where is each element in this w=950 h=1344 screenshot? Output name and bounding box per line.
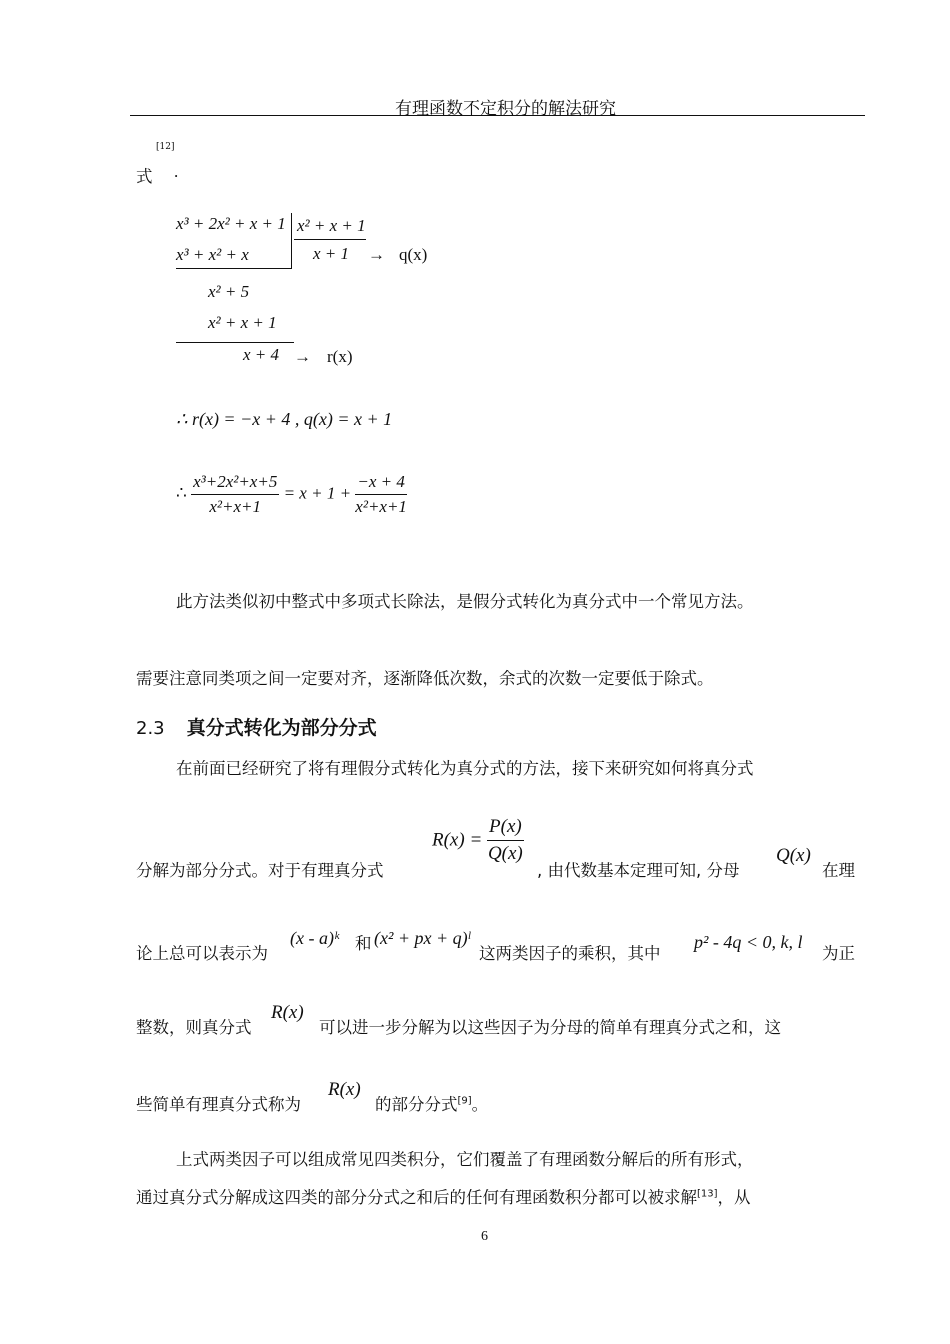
paragraph-2-line-5a: 些简单有理真分式称为 — [136, 1095, 301, 1114]
paragraph-1-line-2: 需要注意同类项之间一定要对齐，逐渐降低次数，余式的次数一定要低于除式。 — [136, 669, 714, 688]
paragraph-3-line-2 — [136, 1184, 751, 1208]
subtrahend-1: x³ + x² + x — [176, 245, 249, 264]
therefore-symbol: ∴ — [176, 483, 187, 503]
intro-word: 式 — [136, 167, 153, 186]
citation-13: [13] — [697, 1188, 718, 1200]
factor-quadratic: (x² + px + q)ˡ — [374, 928, 471, 948]
subtraction-rule-2 — [176, 342, 294, 343]
section-title: 真分式转化为部分分式 — [186, 717, 377, 739]
intro-period: . — [174, 162, 179, 181]
paragraph-2-line-3a: 论上总可以表示为 — [136, 944, 268, 963]
paragraph-1-line-1: 此方法类似初中整式中多项式长除法，是假分式转化为真分式中一个常见方法。 — [176, 592, 754, 611]
divisor-rule — [294, 239, 366, 240]
paragraph-2-line-2c: 在理 — [822, 861, 855, 880]
R-lhs: R(x) = — [432, 829, 483, 851]
R-of-x-inline-2: R(x) — [328, 1079, 361, 1100]
dividend: x³ + 2x² + x + 1 — [176, 214, 286, 233]
section-number: 2.3 — [136, 718, 165, 739]
section-heading — [136, 713, 377, 740]
divisor: x² + x + 1 — [297, 216, 366, 235]
R-fraction — [487, 816, 524, 865]
conjunction-and: 和 — [355, 934, 372, 953]
paragraph-3-line-2a: 通过真分式分解成这四类的部分分式之和后的任何有理函数积分都可以被求解 — [136, 1188, 697, 1207]
paragraph-2-line-3c: 为正 — [822, 944, 855, 963]
paragraph-2-line-2b: , 由代数基本定理可知, 分母 — [537, 861, 740, 880]
rhs-fraction — [355, 472, 407, 517]
condition: p² - 4q < 0, k, l — [694, 932, 803, 952]
paragraph-2-line-4b: 可以进一步分解为以这些因子为分母的简单有理真分式之和，这 — [319, 1018, 781, 1037]
equation-R-of-x — [432, 816, 524, 865]
quotient-label: q(x) — [399, 245, 428, 264]
paragraph-2-line-4a: 整数，则真分式 — [136, 1018, 252, 1037]
equation-middle: = x + 1 + — [283, 483, 352, 503]
subtraction-rule-1 — [176, 268, 291, 269]
partial-remainder: x² + 5 — [208, 282, 250, 301]
paragraph-2-line-1: 在前面已经研究了将有理假分式转化为真分式的方法，接下来研究如何将真分式 — [176, 759, 754, 778]
subtrahend-2: x² + x + 1 — [208, 313, 277, 332]
paragraph-3-line-1: 上式两类因子可以组成常见四类积分，它们覆盖了有理函数分解后的所有形式， — [176, 1150, 754, 1169]
header-rule — [130, 115, 865, 116]
quotient-arrow: → — [368, 245, 385, 264]
citation-9: [9] — [457, 1095, 472, 1107]
division-bar-vertical — [291, 213, 292, 269]
running-header: 有理函数不定积分的解法研究 — [395, 99, 616, 119]
citation-12: [12] — [156, 142, 175, 152]
lhs-numerator: x³+2x²+x+5 — [191, 472, 279, 495]
R-of-x-inline: R(x) — [271, 1002, 304, 1023]
lhs-denominator: x²+x+1 — [209, 497, 262, 516]
result-equation-1: ∴ r(x) = −x + 4 , q(x) = x + 1 — [176, 409, 393, 429]
factor-linear: (x - a)ᵏ — [290, 928, 340, 948]
R-numerator: P(x) — [487, 816, 524, 841]
remainder-label: r(x) — [327, 347, 353, 366]
paragraph-2-line-5b — [375, 1091, 488, 1115]
paragraph-3-line-2b: ，从 — [717, 1188, 751, 1207]
lhs-fraction — [191, 472, 279, 517]
rhs-numerator: −x + 4 — [355, 472, 407, 495]
page-number: 6 — [481, 1229, 488, 1244]
remainder: x + 4 — [243, 345, 280, 364]
Q-of-x: Q(x) — [776, 845, 811, 866]
R-denominator: Q(x) — [487, 843, 523, 864]
quotient: x + 1 — [313, 244, 350, 263]
remainder-arrow: → — [294, 347, 311, 366]
paragraph-2-line-3b: 这两类因子的乘积，其中 — [479, 944, 661, 963]
rhs-denominator: x²+x+1 — [355, 497, 407, 516]
result-equation-2 — [176, 472, 407, 517]
paragraph-2-line-5b-text: 的部分分式 — [375, 1095, 458, 1114]
paragraph-2-line-5c: 。 — [471, 1095, 489, 1114]
paragraph-2-line-2a: 分解为部分分式。对于有理真分式 — [136, 861, 384, 880]
